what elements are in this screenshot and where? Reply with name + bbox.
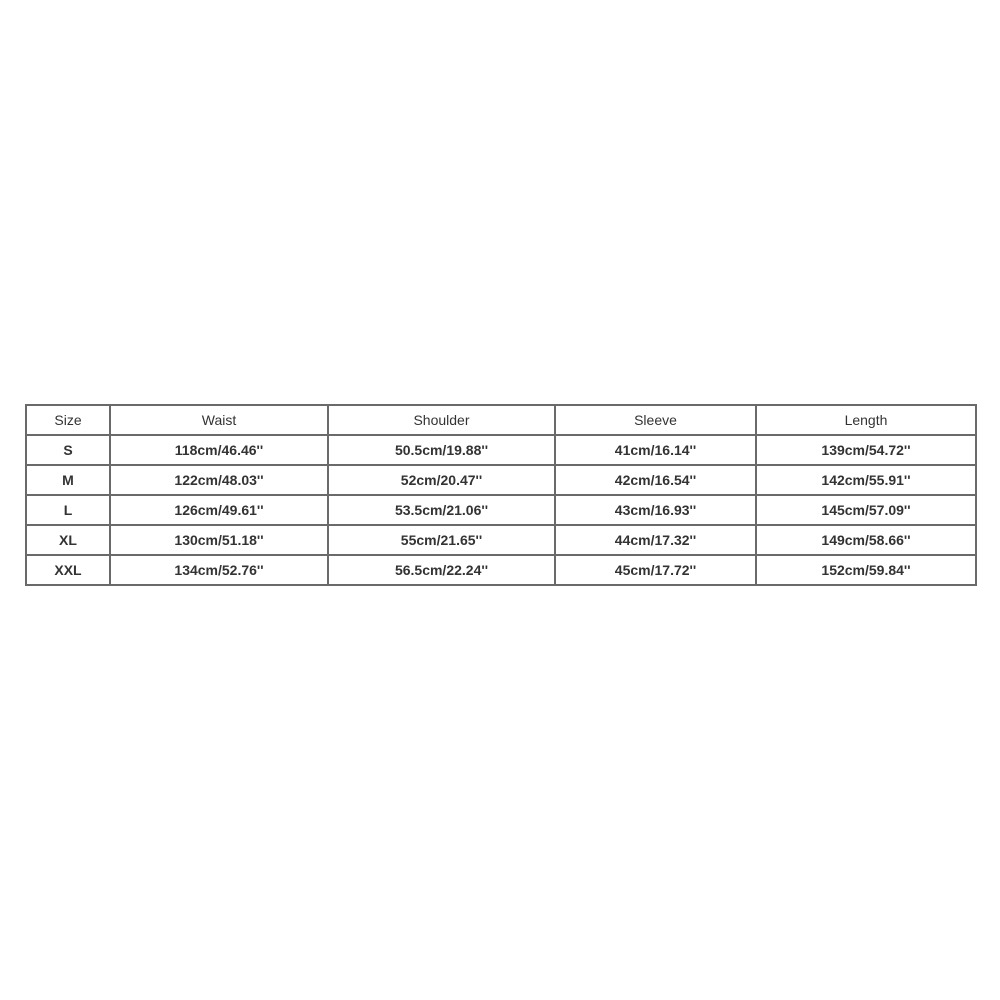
cell-shoulder: 53.5cm/21.06'' <box>328 495 555 525</box>
header-shoulder: Shoulder <box>328 405 555 435</box>
table-row <box>26 435 976 465</box>
cell-shoulder: 55cm/21.65'' <box>328 525 555 555</box>
cell-waist: 118cm/46.46'' <box>110 435 328 465</box>
cell-size: L <box>26 495 110 525</box>
table-row <box>26 495 976 525</box>
cell-size: S <box>26 435 110 465</box>
cell-length: 149cm/58.66'' <box>756 525 976 555</box>
cell-shoulder: 56.5cm/22.24'' <box>328 555 555 585</box>
cell-length: 139cm/54.72'' <box>756 435 976 465</box>
cell-sleeve: 45cm/17.72'' <box>555 555 756 585</box>
cell-length: 145cm/57.09'' <box>756 495 976 525</box>
cell-sleeve: 44cm/17.32'' <box>555 525 756 555</box>
header-sleeve: Sleeve <box>555 405 756 435</box>
cell-shoulder: 50.5cm/19.88'' <box>328 435 555 465</box>
cell-waist: 134cm/52.76'' <box>110 555 328 585</box>
header-waist: Waist <box>110 405 328 435</box>
header-length: Length <box>756 405 976 435</box>
cell-shoulder: 52cm/20.47'' <box>328 465 555 495</box>
cell-waist: 126cm/49.61'' <box>110 495 328 525</box>
cell-length: 152cm/59.84'' <box>756 555 976 585</box>
table-row <box>26 525 976 555</box>
size-chart-table <box>25 404 977 586</box>
cell-waist: 122cm/48.03'' <box>110 465 328 495</box>
cell-waist: 130cm/51.18'' <box>110 525 328 555</box>
table-header-row <box>26 405 976 435</box>
cell-size: M <box>26 465 110 495</box>
cell-size: XL <box>26 525 110 555</box>
cell-sleeve: 41cm/16.14'' <box>555 435 756 465</box>
cell-sleeve: 42cm/16.54'' <box>555 465 756 495</box>
table-row <box>26 465 976 495</box>
table-row <box>26 555 976 585</box>
cell-size: XXL <box>26 555 110 585</box>
header-size: Size <box>26 405 110 435</box>
cell-sleeve: 43cm/16.93'' <box>555 495 756 525</box>
cell-length: 142cm/55.91'' <box>756 465 976 495</box>
